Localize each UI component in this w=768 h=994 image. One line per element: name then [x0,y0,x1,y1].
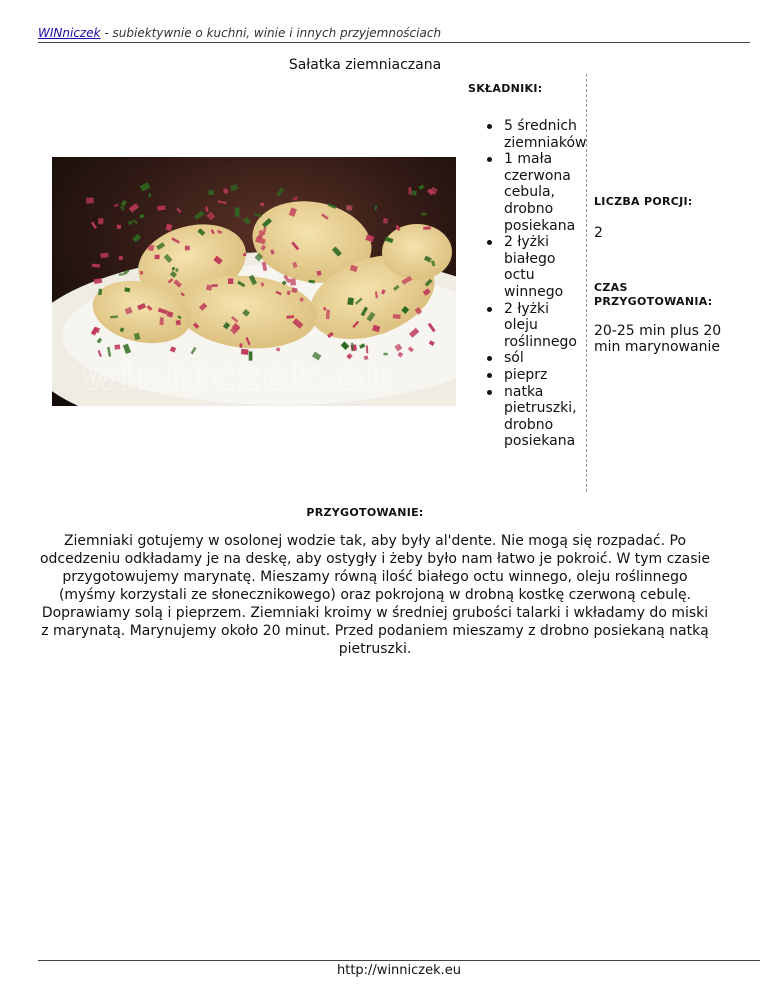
ingredient-item: 5 średnich ziemniaków [504,118,587,151]
page-header [38,26,750,43]
ingredient-item: pieprz [504,367,586,384]
ingredients-column [464,74,587,492]
ingredient-item: 2 łyżki białego octu winnego [504,234,586,300]
prep-time-value: 20-25 min plus 20 min marynowanie [594,322,722,356]
recipe-info-column [594,190,734,356]
prep-time-label: CZAS PRZYGOTOWANIA: [594,280,713,308]
footer-url[interactable]: http://winniczek.eu [336,963,462,978]
ingredient-item: 1 mała czerwona cebula, drobno posiekana [504,151,586,234]
photo-watermark: winniczek.eu [82,354,397,398]
recipe-title: Sałatka ziemniaczana [288,57,442,73]
site-tagline: - subiektywnie o kuchni, winie i innych przyjemnościach [100,26,442,40]
ingredient-item: sól [504,350,586,367]
recipe-photo [52,157,456,406]
preparation-label: PRZYGOTOWANIE: [306,506,424,519]
portions-value: 2 [594,225,603,241]
page-footer [38,960,760,979]
preparation-text: Ziemniaki gotujemy w osolonej wodzie tak, aby były al'dente. Nie mogą się rozpadać. Po odcedzeniu odkładamy je na deskę, aby ostygły i żeby było nam łatwo je pokroić. W tym czasie przygotowujemy marynatę. Mieszamy równą ilość białego octu winnego, oleju roślinnego (myśmy korzystali ze słonecznikowego) oraz pokrojoną w drobną kostkę czerwoną cebulę. Doprawiamy solą i pieprzem. Ziemniaki kroimy w średniej grubości talarki i wkładamy do miski z marynatą. Marynujemy około 20 minut. Przed podaniem mieszamy z drobno posiekaną natką pietruszki. [39,533,711,657]
site-link[interactable]: WINniczek [38,26,101,40]
ingredient-item: 2 łyżki oleju roślinnego [504,301,586,351]
ingredient-item: natka pietruszki, drobno posiekana [504,384,586,450]
ingredients-list [464,118,586,450]
portions-label: LICZBA PORCJI: [594,195,693,208]
ingredients-label: SKŁADNIKI: [468,82,543,95]
